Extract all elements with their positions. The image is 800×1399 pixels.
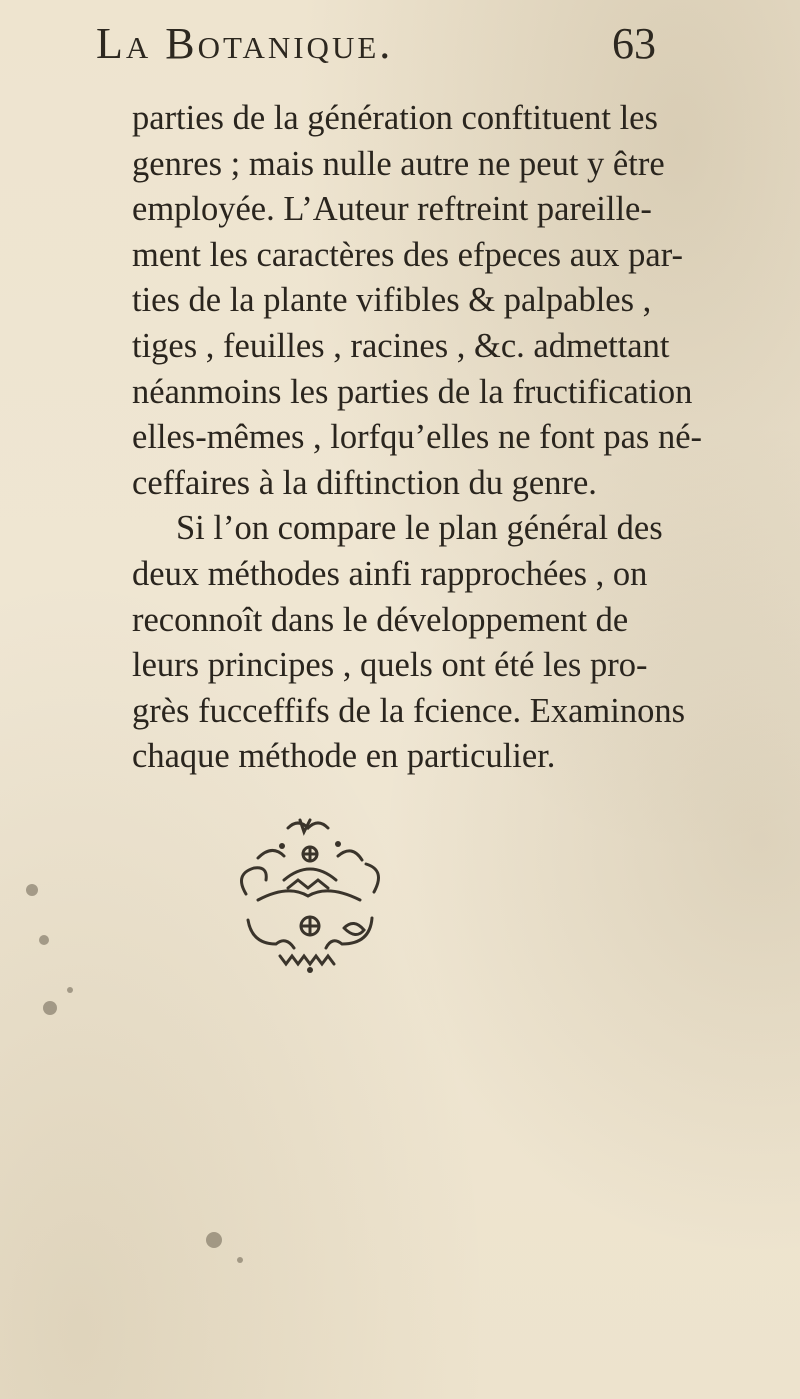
text-line: deux méthodes ainfi rapprochées , on <box>132 554 648 593</box>
floral-tailpiece-icon <box>188 810 428 1000</box>
ink-speck <box>196 1210 256 1290</box>
text-line: leurs principes , quels ont été les pro- <box>132 646 648 685</box>
text-line: employée. L’Auteur reftreint pareille- <box>132 190 652 229</box>
page-number: 63 <box>612 19 656 68</box>
text-line: néanmoins les parties de la fructification <box>132 372 693 411</box>
text-line: Si l’on compare le plan général des <box>176 509 663 548</box>
text-line: tiges , feuilles , racines , &c. admettant <box>132 326 670 365</box>
text-line: parties de la génération conftituent les <box>132 99 658 137</box>
body-text <box>132 96 703 780</box>
running-head-title: La Botanique. <box>96 19 394 68</box>
text-line: grès fucceffifs de la fcience. Examinons <box>132 691 686 730</box>
text-line: ties de la plante vifibles & palpables , <box>132 281 652 320</box>
text-line: ceffaires à la diftinction du genre. <box>132 463 597 502</box>
text-line: elles-mêmes , lorfqu’elles ne font pas né- <box>132 418 703 457</box>
running-head <box>96 18 656 74</box>
text-line: reconnoît dans le développement de <box>132 600 629 639</box>
text-line: chaque méthode en particulier. <box>132 737 556 776</box>
ink-speck <box>10 880 100 1040</box>
text-line: genres ; mais nulle autre ne peut y être <box>132 144 665 183</box>
text-line: ment les caractères des efpeces aux par- <box>132 235 683 274</box>
